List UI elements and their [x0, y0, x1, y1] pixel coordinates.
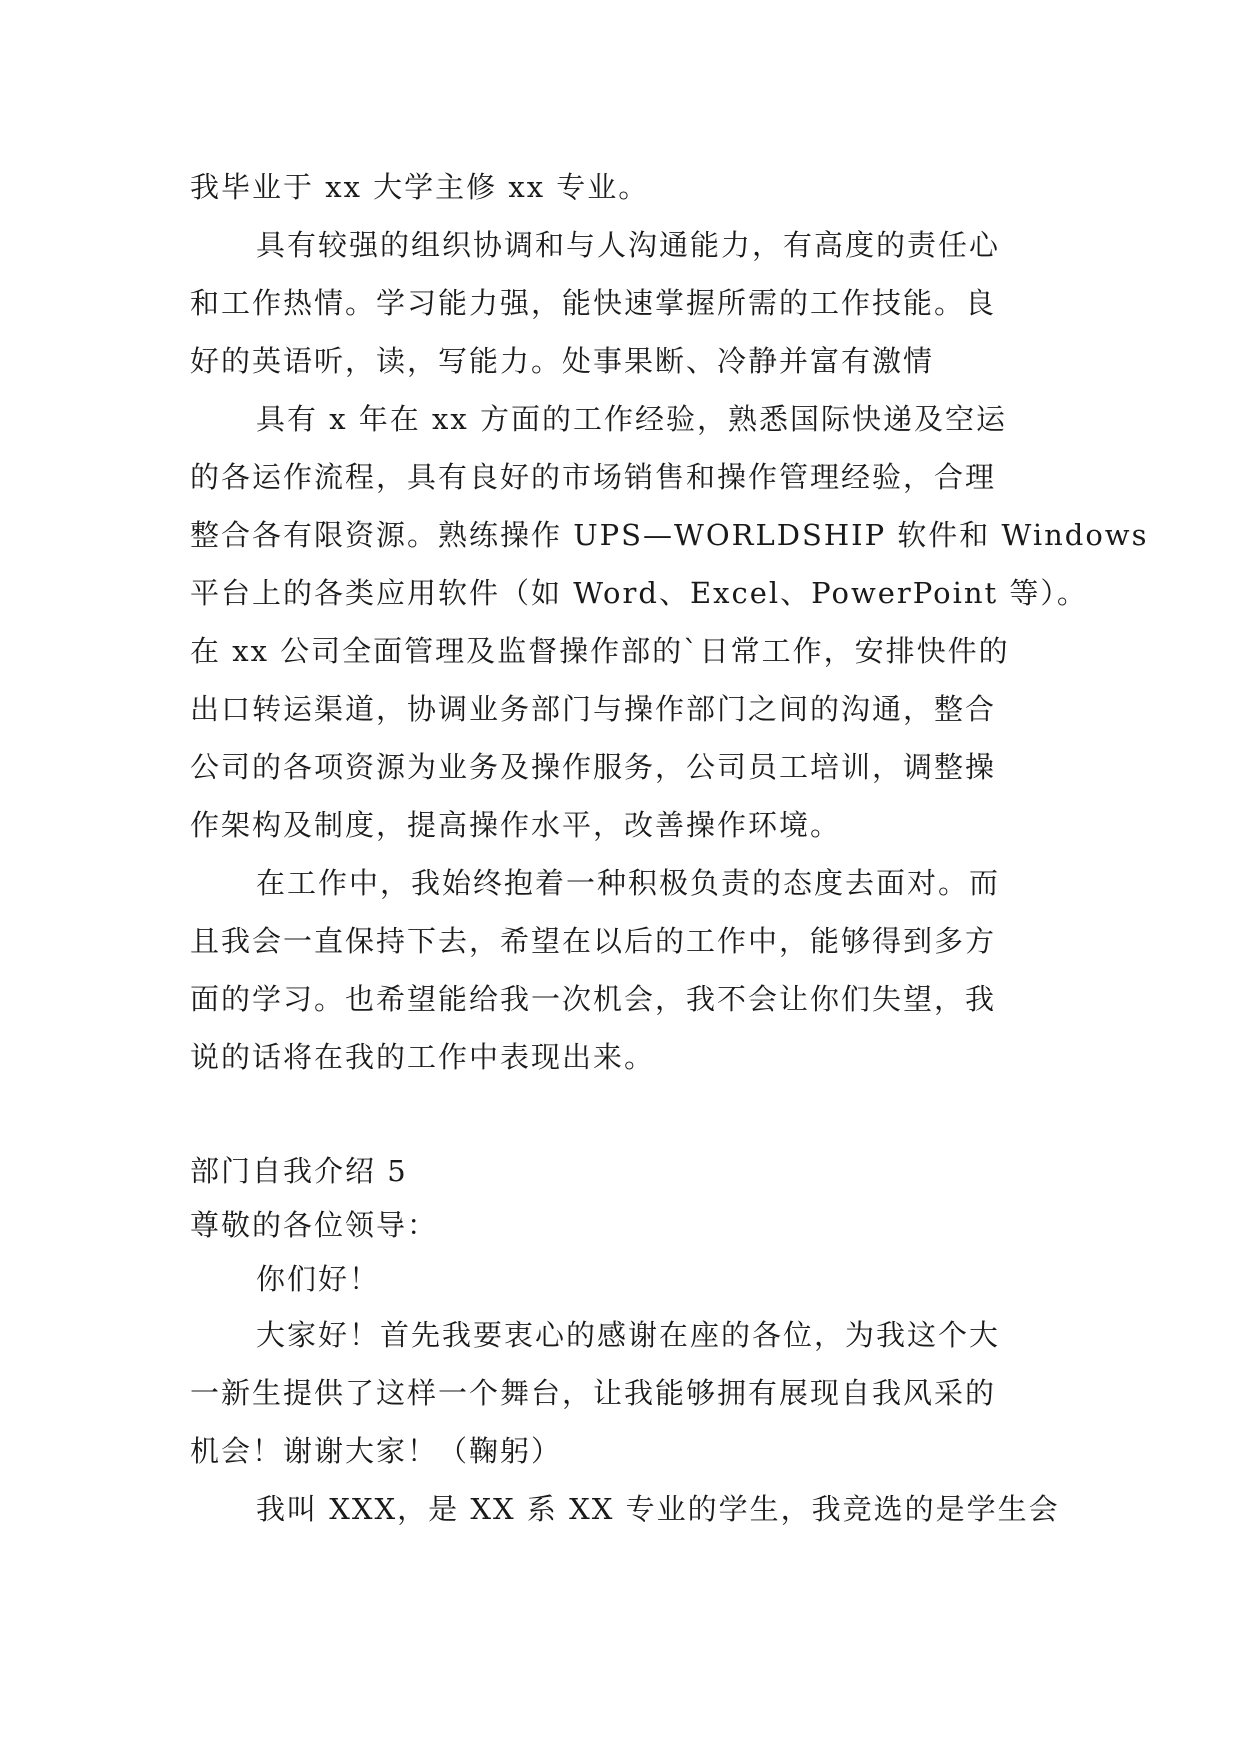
- salutation: 尊敬的各位领导：: [190, 1208, 439, 1242]
- text-line: 平台上的各类应用软件（如 Word、Excel、PowerPoint 等）。: [190, 576, 1088, 610]
- text-line: 且我会一直保持下去，希望在以后的工作中，能够得到多方: [190, 924, 997, 958]
- text-line: 我叫 XXX，是 XX 系 XX 专业的学生，我竞选的是学生会: [256, 1492, 1060, 1526]
- text-line: 具有 x 年在 xx 方面的工作经验，熟悉国际快递及空运: [256, 402, 1007, 436]
- text-line: 说的话将在我的工作中表现出来。: [190, 1040, 656, 1074]
- text-line: 大家好！首先我要衷心的感谢在座的各位，为我这个大: [256, 1318, 1001, 1352]
- text-line: 作架构及制度，提高操作水平，改善操作环境。: [190, 808, 842, 842]
- greeting: 你们好！: [256, 1262, 381, 1296]
- section-heading: 部门自我介绍 5: [190, 1154, 408, 1188]
- text-line: 好的英语听，读，写能力。处事果断、冷静并富有激情: [190, 344, 935, 378]
- text-line: 在 xx 公司全面管理及监督操作部的`日常工作，安排快件的: [190, 634, 1010, 668]
- text-line: 的各运作流程，具有良好的市场销售和操作管理经验，合理: [190, 460, 997, 494]
- text-line: 整合各有限资源。熟练操作 UPS—WORLDSHIP 软件和 Windows: [190, 518, 1149, 552]
- document-body: [190, 158, 1149, 1538]
- text-line: 在工作中，我始终抱着一种积极负责的态度去面对。而: [256, 866, 1001, 900]
- text-line: 具有较强的组织协调和与人沟通能力，有高度的责任心: [256, 228, 1001, 262]
- text-line: 公司的各项资源为业务及操作服务，公司员工培训，调整操: [190, 750, 997, 784]
- text-line: 我毕业于 xx 大学主修 xx 专业。: [190, 170, 650, 204]
- text-line: 面的学习。也希望能给我一次机会，我不会让你们失望，我: [190, 982, 997, 1016]
- text-line: 和工作热情。学习能力强，能快速掌握所需的工作技能。良: [190, 286, 997, 320]
- text-line: 机会！谢谢大家！（鞠躬）: [190, 1434, 563, 1468]
- paragraph-gap: [190, 1086, 1070, 1144]
- text-line: 一新生提供了这样一个舞台，让我能够拥有展现自我风采的: [190, 1376, 997, 1410]
- text-line: 出口转运渠道，协调业务部门与操作部门之间的沟通，整合: [190, 692, 997, 726]
